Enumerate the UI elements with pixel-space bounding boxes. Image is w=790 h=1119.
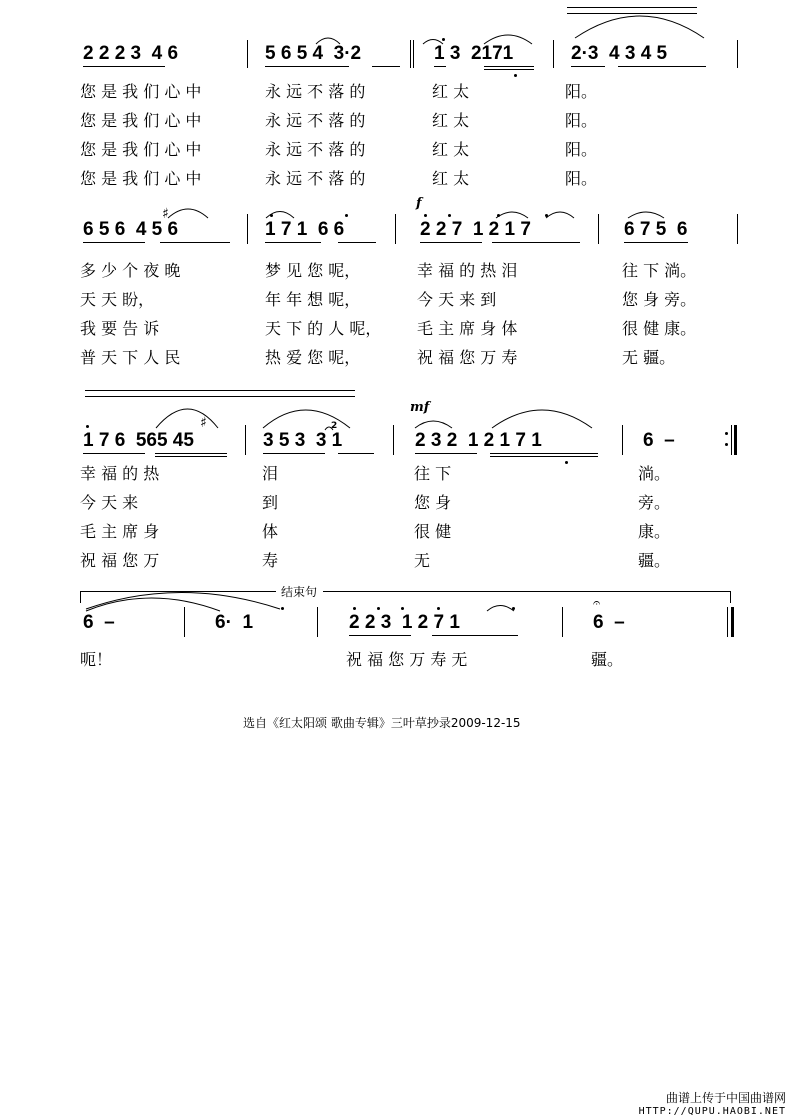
lyric: 疆。	[638, 551, 671, 570]
lyric: 呃！	[80, 650, 113, 669]
source-credit: 选自《红太阳颂 歌曲专辑》三叶草抄录2009-12-15	[243, 716, 521, 730]
measure: 2 3 2 1 2 1 7 1	[415, 430, 542, 451]
lyric: 无	[414, 551, 431, 570]
measure: 3 5 3 3 1	[263, 430, 343, 451]
lyric: 普 天 下 人 民	[80, 348, 181, 367]
measure: 6 –	[83, 612, 115, 633]
lyric: 泪	[262, 464, 279, 483]
lyric: 热 爱 您 呢，	[265, 348, 361, 367]
lyric: 梦 见 您 呢，	[265, 261, 361, 280]
measure: 6 5 6 4 5 6	[83, 219, 179, 240]
measure: 1 3 2171	[434, 43, 514, 64]
lyric: 多 少 个 夜 晚	[80, 261, 181, 280]
lyric: 红 太	[432, 82, 470, 101]
lyric: 今 天 来	[80, 493, 139, 512]
lyric: 天 天 盼，	[80, 290, 155, 309]
measure: 1 7 6 565 45	[83, 430, 194, 451]
lyric: 红 太	[432, 111, 470, 130]
measure: 2 2 2 3 4 6	[83, 43, 179, 64]
lyric: 年 年 想 呢，	[265, 290, 361, 309]
lyric: 幸 福 的 热	[80, 464, 160, 483]
lyric: 淌。	[638, 464, 671, 483]
lyric: 红 太	[432, 140, 470, 159]
lyric: 您 是 我 们 心 中	[80, 169, 202, 188]
dynamic-mark: mf	[410, 400, 430, 415]
watermark-line-2: HTTP://QUPU.HAOBI.NET	[638, 1106, 786, 1117]
lyric: 往 下	[414, 464, 452, 483]
lyric: 今 天 来 到	[417, 290, 497, 309]
measure: 2 2 3 1 2 7 1	[349, 612, 460, 633]
measure: 2 2 7 1 2 1 7	[420, 219, 531, 240]
lyric: 您 是 我 们 心 中	[80, 140, 202, 159]
lyric: 无 疆。	[622, 348, 676, 367]
lyric: 祝 福 您 万 寿	[417, 348, 518, 367]
lyric: 永 远 不 落 的	[265, 82, 366, 101]
lyric: 祝 福 您 万	[80, 551, 160, 570]
measure: 6 –	[593, 612, 625, 633]
lyric: 寿	[262, 551, 279, 570]
measure: 6· 1	[215, 612, 254, 633]
lyric: 阳。	[565, 140, 598, 159]
lyric: 阳。	[565, 169, 598, 188]
measure: 5 6 5 4 3·2	[265, 43, 362, 64]
measure: 2·3 4 3 4 5	[571, 43, 668, 64]
fermata-icon: 𝄐	[593, 596, 601, 611]
lyric: 到	[262, 493, 279, 512]
lyric: 阳。	[565, 111, 598, 130]
lyric: 康。	[638, 522, 671, 541]
lyric: 永 远 不 落 的	[265, 111, 366, 130]
lyric: 永 远 不 落 的	[265, 169, 366, 188]
lyric: 祝 福 您 万 寿 无	[346, 650, 468, 669]
sharp-sign: ♯	[162, 206, 169, 222]
lyric: 天 下 的 人 呢，	[265, 319, 382, 338]
lyric: 旁。	[638, 493, 671, 512]
lyric: 您 身	[414, 493, 452, 512]
measure: 6 7 5 6	[624, 219, 688, 240]
lyric: 红 太	[432, 169, 470, 188]
measure: 1 7 1 6 6	[265, 219, 345, 240]
lyric: 我 要 告 诉	[80, 319, 160, 338]
lyric: 永 远 不 落 的	[265, 140, 366, 159]
lyric: 毛 主 席 身	[80, 522, 160, 541]
ending-label: 结束句	[281, 585, 318, 599]
lyric: 很 健	[414, 522, 452, 541]
lyric: 您 是 我 们 心 中	[80, 111, 202, 130]
watermark-line-1: 曲谱上传于中国曲谱网	[665, 1091, 786, 1105]
lyric: 幸 福 的 热 泪	[417, 261, 518, 280]
lyric: 毛 主 席 身 体	[417, 319, 518, 338]
lyric: 往 下 淌。	[622, 261, 697, 280]
lyric: 您 是 我 们 心 中	[80, 82, 202, 101]
lyric: 阳。	[565, 82, 598, 101]
lyric: 体	[262, 522, 279, 541]
lyric: 您 身 旁。	[622, 290, 697, 309]
lyric: 很 健 康。	[622, 319, 697, 338]
dynamic-mark: f	[416, 196, 422, 211]
watermark	[639, 1092, 786, 1118]
lyric: 疆。	[591, 650, 624, 669]
measure: 6 –	[643, 430, 675, 451]
grace-note: 2	[331, 421, 338, 431]
sharp-sign: ♯	[200, 415, 207, 431]
